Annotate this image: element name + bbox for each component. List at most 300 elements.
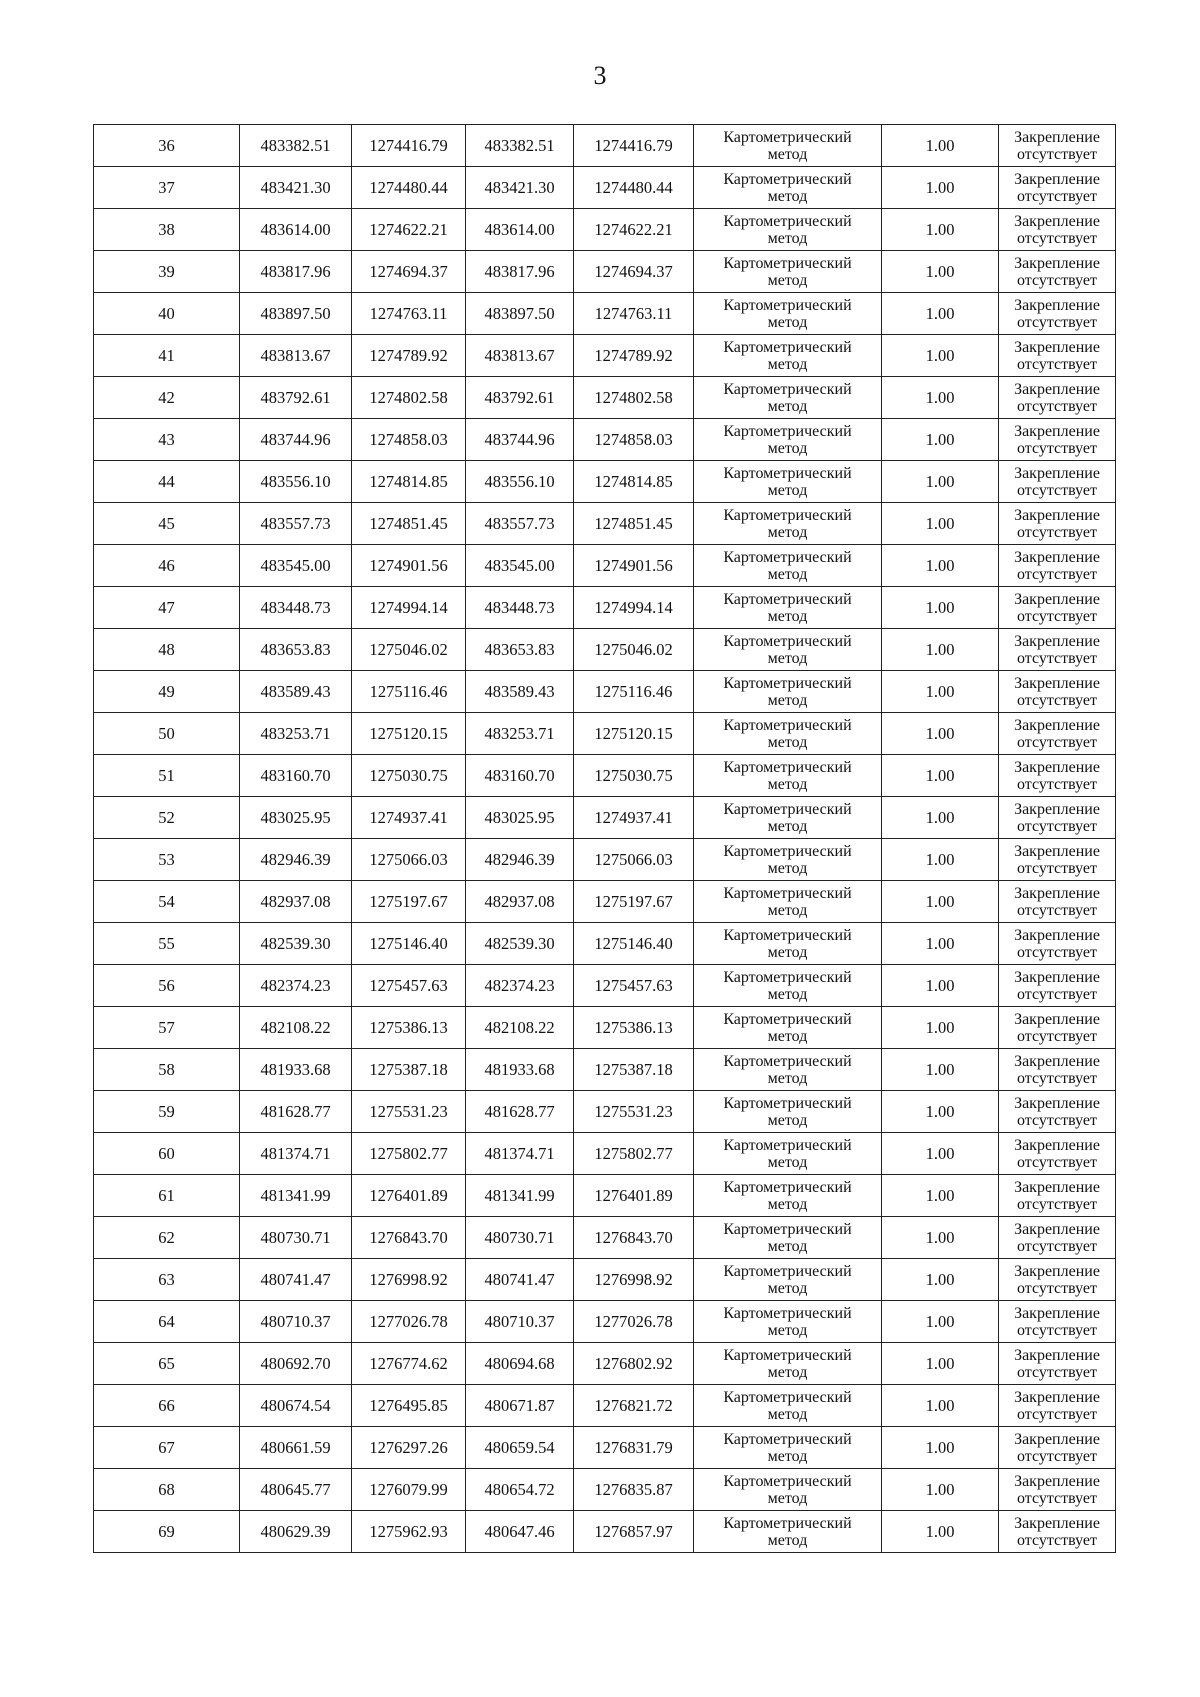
method-line-2: метод — [767, 817, 808, 835]
table-row — [94, 629, 1116, 671]
new-y-cell: 1274763.11 — [574, 293, 694, 335]
new-x-cell: 483545.00 — [466, 545, 574, 587]
fixing-cell — [999, 923, 1116, 965]
fixing-line-1: Закрепление — [1014, 548, 1100, 566]
fixing-line-2: отсутствует — [1016, 649, 1098, 667]
point-number-cell: 45 — [94, 503, 240, 545]
existing-x-cell: 483160.70 — [240, 755, 352, 797]
existing-x-cell: 480629.39 — [240, 1511, 352, 1553]
fixing-cell — [999, 1301, 1116, 1343]
fixing-line-2: отсутствует — [1016, 187, 1098, 205]
existing-y-cell: 1275457.63 — [352, 965, 466, 1007]
new-y-cell: 1275387.18 — [574, 1049, 694, 1091]
new-x-cell: 483744.96 — [466, 419, 574, 461]
accuracy-cell: 1.00 — [882, 1427, 999, 1469]
new-x-cell: 483557.73 — [466, 503, 574, 545]
fixing-line-2: отсутствует — [1016, 397, 1098, 415]
fixing-cell — [999, 1385, 1116, 1427]
new-x-cell: 480741.47 — [466, 1259, 574, 1301]
fixing-line-1: Закрепление — [1014, 674, 1100, 692]
new-x-cell: 481341.99 — [466, 1175, 574, 1217]
method-line-1: Картометрический — [723, 548, 852, 566]
method-cell — [694, 1049, 882, 1091]
existing-y-cell: 1274622.21 — [352, 209, 466, 251]
existing-x-cell: 483813.67 — [240, 335, 352, 377]
method-cell — [694, 1091, 882, 1133]
new-x-cell: 483813.67 — [466, 335, 574, 377]
table-row — [94, 1133, 1116, 1175]
point-number-cell: 42 — [94, 377, 240, 419]
existing-y-cell: 1276401.89 — [352, 1175, 466, 1217]
accuracy-cell: 1.00 — [882, 503, 999, 545]
fixing-line-2: отсутствует — [1016, 481, 1098, 499]
fixing-line-2: отсутствует — [1016, 859, 1098, 877]
new-x-cell: 483160.70 — [466, 755, 574, 797]
fixing-line-1: Закрепление — [1014, 422, 1100, 440]
point-number-cell: 49 — [94, 671, 240, 713]
table-row — [94, 713, 1116, 755]
existing-y-cell: 1275802.77 — [352, 1133, 466, 1175]
new-y-cell: 1276835.87 — [574, 1469, 694, 1511]
method-line-1: Картометрический — [723, 1052, 852, 1070]
new-x-cell: 483792.61 — [466, 377, 574, 419]
new-x-cell: 483448.73 — [466, 587, 574, 629]
accuracy-cell: 1.00 — [882, 125, 999, 167]
existing-x-cell: 483421.30 — [240, 167, 352, 209]
point-number-cell: 46 — [94, 545, 240, 587]
method-cell — [694, 1385, 882, 1427]
table-row — [94, 167, 1116, 209]
method-cell — [694, 671, 882, 713]
point-number-cell: 59 — [94, 1091, 240, 1133]
method-line-1: Картометрический — [723, 422, 852, 440]
fixing-line-2: отсутствует — [1016, 607, 1098, 625]
new-y-cell: 1274814.85 — [574, 461, 694, 503]
method-line-1: Картометрический — [723, 380, 852, 398]
point-number-cell: 58 — [94, 1049, 240, 1091]
table-row — [94, 797, 1116, 839]
existing-y-cell: 1274937.41 — [352, 797, 466, 839]
fixing-line-2: отсутствует — [1016, 523, 1098, 541]
method-cell — [694, 713, 882, 755]
fixing-cell — [999, 1343, 1116, 1385]
new-y-cell: 1275116.46 — [574, 671, 694, 713]
method-line-2: метод — [767, 187, 808, 205]
table-row — [94, 965, 1116, 1007]
fixing-line-2: отсутствует — [1016, 733, 1098, 751]
accuracy-cell: 1.00 — [882, 1511, 999, 1553]
accuracy-cell: 1.00 — [882, 671, 999, 713]
accuracy-cell: 1.00 — [882, 1175, 999, 1217]
fixing-cell — [999, 419, 1116, 461]
new-x-cell: 483382.51 — [466, 125, 574, 167]
existing-x-cell: 481628.77 — [240, 1091, 352, 1133]
fixing-line-1: Закрепление — [1014, 128, 1100, 146]
existing-y-cell: 1275197.67 — [352, 881, 466, 923]
fixing-line-1: Закрепление — [1014, 1052, 1100, 1070]
existing-y-cell: 1274994.14 — [352, 587, 466, 629]
fixing-line-1: Закрепление — [1014, 1304, 1100, 1322]
table-row — [94, 377, 1116, 419]
table-row — [94, 881, 1116, 923]
method-line-1: Картометрический — [723, 1010, 852, 1028]
existing-y-cell: 1275146.40 — [352, 923, 466, 965]
fixing-cell — [999, 125, 1116, 167]
fixing-line-1: Закрепление — [1014, 1472, 1100, 1490]
method-line-1: Картометрический — [723, 926, 852, 944]
point-number-cell: 63 — [94, 1259, 240, 1301]
existing-y-cell: 1275116.46 — [352, 671, 466, 713]
existing-y-cell: 1276079.99 — [352, 1469, 466, 1511]
existing-y-cell: 1276774.62 — [352, 1343, 466, 1385]
method-line-1: Картометрический — [723, 1472, 852, 1490]
existing-x-cell: 482108.22 — [240, 1007, 352, 1049]
method-line-1: Картометрический — [723, 1514, 852, 1532]
method-cell — [694, 797, 882, 839]
new-y-cell: 1274416.79 — [574, 125, 694, 167]
new-y-cell: 1275146.40 — [574, 923, 694, 965]
new-x-cell: 482946.39 — [466, 839, 574, 881]
method-line-2: метод — [767, 1321, 808, 1339]
fixing-line-1: Закрепление — [1014, 1262, 1100, 1280]
existing-x-cell: 480710.37 — [240, 1301, 352, 1343]
existing-x-cell: 482937.08 — [240, 881, 352, 923]
new-y-cell: 1274622.21 — [574, 209, 694, 251]
new-y-cell: 1276831.79 — [574, 1427, 694, 1469]
new-y-cell: 1274937.41 — [574, 797, 694, 839]
method-line-1: Картометрический — [723, 842, 852, 860]
accuracy-cell: 1.00 — [882, 1217, 999, 1259]
fixing-cell — [999, 1091, 1116, 1133]
fixing-line-1: Закрепление — [1014, 1010, 1100, 1028]
fixing-cell — [999, 209, 1116, 251]
method-line-2: метод — [767, 1153, 808, 1171]
method-line-2: метод — [767, 985, 808, 1003]
new-y-cell: 1274994.14 — [574, 587, 694, 629]
table-row — [94, 1427, 1116, 1469]
point-number-cell: 41 — [94, 335, 240, 377]
method-cell — [694, 293, 882, 335]
table-body — [94, 125, 1116, 1553]
accuracy-cell: 1.00 — [882, 167, 999, 209]
new-x-cell: 483614.00 — [466, 209, 574, 251]
method-line-2: метод — [767, 1279, 808, 1297]
point-number-cell: 37 — [94, 167, 240, 209]
page-number: 3 — [593, 61, 607, 90]
table-row — [94, 587, 1116, 629]
method-cell — [694, 335, 882, 377]
method-line-2: метод — [767, 859, 808, 877]
existing-y-cell: 1276495.85 — [352, 1385, 466, 1427]
point-number-cell: 55 — [94, 923, 240, 965]
fixing-line-2: отсутствует — [1016, 145, 1098, 163]
table-row — [94, 1217, 1116, 1259]
point-number-cell: 60 — [94, 1133, 240, 1175]
existing-y-cell: 1274763.11 — [352, 293, 466, 335]
new-y-cell: 1274851.45 — [574, 503, 694, 545]
existing-y-cell: 1274901.56 — [352, 545, 466, 587]
method-cell — [694, 503, 882, 545]
method-line-2: метод — [767, 1195, 808, 1213]
method-cell — [694, 1007, 882, 1049]
fixing-line-2: отсутствует — [1016, 1111, 1098, 1129]
method-line-1: Картометрический — [723, 1346, 852, 1364]
accuracy-cell: 1.00 — [882, 797, 999, 839]
existing-y-cell: 1276843.70 — [352, 1217, 466, 1259]
method-cell — [694, 1175, 882, 1217]
fixing-line-2: отсутствует — [1016, 1405, 1098, 1423]
new-x-cell: 483421.30 — [466, 167, 574, 209]
point-number-cell: 57 — [94, 1007, 240, 1049]
new-x-cell: 483897.50 — [466, 293, 574, 335]
new-y-cell: 1274802.58 — [574, 377, 694, 419]
new-y-cell: 1274480.44 — [574, 167, 694, 209]
fixing-line-1: Закрепление — [1014, 716, 1100, 734]
table-row — [94, 1259, 1116, 1301]
method-line-2: метод — [767, 1237, 808, 1255]
new-y-cell: 1275197.67 — [574, 881, 694, 923]
new-y-cell: 1276401.89 — [574, 1175, 694, 1217]
fixing-cell — [999, 1427, 1116, 1469]
existing-x-cell: 480730.71 — [240, 1217, 352, 1259]
method-line-2: метод — [767, 1531, 808, 1549]
existing-y-cell: 1275386.13 — [352, 1007, 466, 1049]
method-line-2: метод — [767, 145, 808, 163]
method-cell — [694, 209, 882, 251]
method-line-1: Картометрический — [723, 800, 852, 818]
fixing-line-1: Закрепление — [1014, 1430, 1100, 1448]
existing-y-cell: 1274480.44 — [352, 167, 466, 209]
table-row — [94, 923, 1116, 965]
fixing-line-2: отсутствует — [1016, 439, 1098, 457]
method-line-1: Картометрический — [723, 1430, 852, 1448]
new-y-cell: 1275066.03 — [574, 839, 694, 881]
existing-y-cell: 1275387.18 — [352, 1049, 466, 1091]
fixing-cell — [999, 965, 1116, 1007]
method-line-2: метод — [767, 733, 808, 751]
method-line-1: Картометрический — [723, 674, 852, 692]
existing-y-cell: 1274814.85 — [352, 461, 466, 503]
method-cell — [694, 1133, 882, 1175]
fixing-line-1: Закрепление — [1014, 842, 1100, 860]
method-cell — [694, 1217, 882, 1259]
method-cell — [694, 419, 882, 461]
fixing-cell — [999, 797, 1116, 839]
existing-y-cell: 1276297.26 — [352, 1427, 466, 1469]
new-y-cell: 1276802.92 — [574, 1343, 694, 1385]
point-number-cell: 56 — [94, 965, 240, 1007]
fixing-line-2: отсутствует — [1016, 565, 1098, 583]
existing-x-cell: 483589.43 — [240, 671, 352, 713]
point-number-cell: 47 — [94, 587, 240, 629]
method-cell — [694, 965, 882, 1007]
new-x-cell: 480710.37 — [466, 1301, 574, 1343]
existing-x-cell: 483545.00 — [240, 545, 352, 587]
fixing-line-2: отсутствует — [1016, 1489, 1098, 1507]
method-line-1: Картометрический — [723, 758, 852, 776]
fixing-line-1: Закрепление — [1014, 254, 1100, 272]
fixing-line-1: Закрепление — [1014, 1178, 1100, 1196]
table-row — [94, 1301, 1116, 1343]
fixing-cell — [999, 545, 1116, 587]
fixing-cell — [999, 461, 1116, 503]
method-cell — [694, 1343, 882, 1385]
fixing-cell — [999, 293, 1116, 335]
accuracy-cell: 1.00 — [882, 629, 999, 671]
new-y-cell: 1275531.23 — [574, 1091, 694, 1133]
method-cell — [694, 545, 882, 587]
method-cell — [694, 923, 882, 965]
method-line-1: Картометрический — [723, 716, 852, 734]
existing-x-cell: 483817.96 — [240, 251, 352, 293]
point-number-cell: 52 — [94, 797, 240, 839]
accuracy-cell: 1.00 — [882, 1049, 999, 1091]
new-x-cell: 480654.72 — [466, 1469, 574, 1511]
new-y-cell: 1275802.77 — [574, 1133, 694, 1175]
point-number-cell: 69 — [94, 1511, 240, 1553]
table-row — [94, 1007, 1116, 1049]
table-row — [94, 503, 1116, 545]
point-number-cell: 65 — [94, 1343, 240, 1385]
fixing-line-1: Закрепление — [1014, 1346, 1100, 1364]
existing-y-cell: 1275030.75 — [352, 755, 466, 797]
new-x-cell: 483589.43 — [466, 671, 574, 713]
fixing-line-1: Закрепление — [1014, 170, 1100, 188]
method-line-2: метод — [767, 565, 808, 583]
existing-y-cell: 1275066.03 — [352, 839, 466, 881]
point-number-cell: 51 — [94, 755, 240, 797]
new-y-cell: 1275030.75 — [574, 755, 694, 797]
fixing-line-2: отсутствует — [1016, 1279, 1098, 1297]
existing-x-cell: 483025.95 — [240, 797, 352, 839]
existing-x-cell: 482539.30 — [240, 923, 352, 965]
existing-x-cell: 481341.99 — [240, 1175, 352, 1217]
fixing-cell — [999, 629, 1116, 671]
fixing-line-1: Закрепление — [1014, 212, 1100, 230]
method-line-1: Картометрический — [723, 254, 852, 272]
fixing-line-2: отсутствует — [1016, 229, 1098, 247]
fixing-line-2: отсутствует — [1016, 985, 1098, 1003]
accuracy-cell: 1.00 — [882, 251, 999, 293]
new-x-cell: 483253.71 — [466, 713, 574, 755]
fixing-cell — [999, 1007, 1116, 1049]
existing-y-cell: 1274802.58 — [352, 377, 466, 419]
fixing-line-1: Закрепление — [1014, 632, 1100, 650]
table-row — [94, 293, 1116, 335]
point-number-cell: 64 — [94, 1301, 240, 1343]
method-cell — [694, 1511, 882, 1553]
coordinates-table — [93, 124, 1116, 1553]
new-x-cell: 483817.96 — [466, 251, 574, 293]
fixing-line-1: Закрепление — [1014, 1388, 1100, 1406]
method-line-1: Картометрический — [723, 1136, 852, 1154]
fixing-line-2: отсутствует — [1016, 1153, 1098, 1171]
point-number-cell: 68 — [94, 1469, 240, 1511]
new-x-cell: 482374.23 — [466, 965, 574, 1007]
accuracy-cell: 1.00 — [882, 713, 999, 755]
method-cell — [694, 587, 882, 629]
table-row — [94, 1385, 1116, 1427]
accuracy-cell: 1.00 — [882, 1385, 999, 1427]
new-y-cell: 1274789.92 — [574, 335, 694, 377]
fixing-cell — [999, 335, 1116, 377]
fixing-line-2: отсутствует — [1016, 943, 1098, 961]
fixing-line-2: отсутствует — [1016, 271, 1098, 289]
method-line-2: метод — [767, 397, 808, 415]
new-y-cell: 1274858.03 — [574, 419, 694, 461]
fixing-cell — [999, 1049, 1116, 1091]
method-cell — [694, 167, 882, 209]
method-line-2: метод — [767, 1447, 808, 1465]
fixing-cell — [999, 1259, 1116, 1301]
fixing-line-1: Закрепление — [1014, 380, 1100, 398]
existing-x-cell: 483556.10 — [240, 461, 352, 503]
table-row — [94, 839, 1116, 881]
table-row — [94, 755, 1116, 797]
new-y-cell: 1275457.63 — [574, 965, 694, 1007]
method-cell — [694, 1469, 882, 1511]
fixing-line-1: Закрепление — [1014, 1220, 1100, 1238]
existing-x-cell: 483253.71 — [240, 713, 352, 755]
method-line-2: метод — [767, 1363, 808, 1381]
new-x-cell: 480647.46 — [466, 1511, 574, 1553]
accuracy-cell: 1.00 — [882, 755, 999, 797]
method-line-1: Картометрический — [723, 1304, 852, 1322]
fixing-cell — [999, 1133, 1116, 1175]
fixing-cell — [999, 1217, 1116, 1259]
existing-x-cell: 483897.50 — [240, 293, 352, 335]
new-x-cell: 480730.71 — [466, 1217, 574, 1259]
new-x-cell: 482539.30 — [466, 923, 574, 965]
existing-y-cell: 1275962.93 — [352, 1511, 466, 1553]
accuracy-cell: 1.00 — [882, 923, 999, 965]
new-x-cell: 481628.77 — [466, 1091, 574, 1133]
accuracy-cell: 1.00 — [882, 1091, 999, 1133]
existing-y-cell: 1274851.45 — [352, 503, 466, 545]
accuracy-cell: 1.00 — [882, 461, 999, 503]
accuracy-cell: 1.00 — [882, 587, 999, 629]
method-line-1: Картометрический — [723, 170, 852, 188]
existing-y-cell: 1274416.79 — [352, 125, 466, 167]
fixing-cell — [999, 755, 1116, 797]
method-cell — [694, 1301, 882, 1343]
table-row — [94, 461, 1116, 503]
fixing-line-1: Закрепление — [1014, 968, 1100, 986]
fixing-line-1: Закрепление — [1014, 464, 1100, 482]
fixing-cell — [999, 839, 1116, 881]
method-line-1: Картометрический — [723, 632, 852, 650]
new-x-cell: 481374.71 — [466, 1133, 574, 1175]
existing-y-cell: 1274694.37 — [352, 251, 466, 293]
existing-y-cell: 1277026.78 — [352, 1301, 466, 1343]
table-row — [94, 1091, 1116, 1133]
existing-x-cell: 480645.77 — [240, 1469, 352, 1511]
method-line-1: Картометрический — [723, 1178, 852, 1196]
fixing-line-2: отсутствует — [1016, 691, 1098, 709]
existing-x-cell: 483614.00 — [240, 209, 352, 251]
table-row — [94, 251, 1116, 293]
fixing-line-1: Закрепление — [1014, 590, 1100, 608]
existing-x-cell: 481374.71 — [240, 1133, 352, 1175]
existing-x-cell: 482374.23 — [240, 965, 352, 1007]
method-cell — [694, 755, 882, 797]
method-line-2: метод — [767, 607, 808, 625]
existing-x-cell: 483382.51 — [240, 125, 352, 167]
method-cell — [694, 125, 882, 167]
new-x-cell: 480694.68 — [466, 1343, 574, 1385]
existing-y-cell: 1275046.02 — [352, 629, 466, 671]
fixing-line-2: отсутствует — [1016, 775, 1098, 793]
